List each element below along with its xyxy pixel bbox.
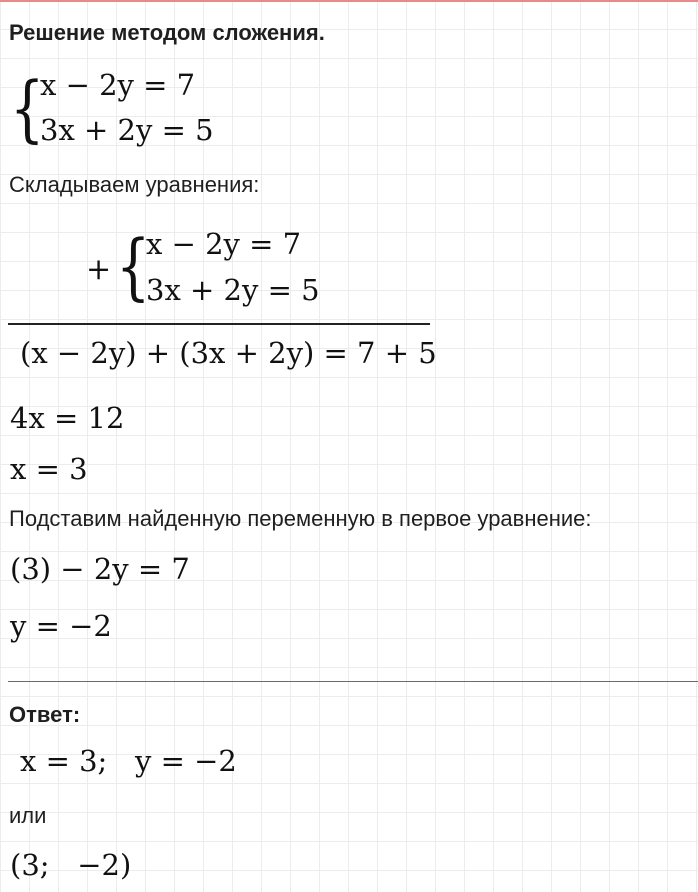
answer-separator xyxy=(8,681,698,682)
addition-sum: (x − 2y) + (3x + 2y) = 7 + 5 xyxy=(20,336,437,370)
top-accent-line xyxy=(0,0,698,2)
or-label: или xyxy=(9,803,47,828)
answer-line: x = 3; y = −2 xyxy=(20,744,237,778)
result-line-2: x = 3 xyxy=(10,452,88,486)
solution-title: Решение методом сложения. xyxy=(9,20,325,45)
addition-equation-1: x − 2y = 7 xyxy=(146,227,302,261)
answer-label: Ответ: xyxy=(9,702,81,727)
addition-brace: { xyxy=(116,224,151,308)
plus-sign: + xyxy=(86,252,112,287)
system-equation-1: x − 2y = 7 xyxy=(40,68,196,102)
add-equations-label: Складываем уравнения: xyxy=(9,172,260,197)
addition-equation-2: 3x + 2y = 5 xyxy=(146,273,320,307)
substitute-label: Подставим найденную переменную в первое уравнение: xyxy=(9,506,592,531)
answer-pair: (3; −2) xyxy=(10,848,132,882)
substitution-line-1: (3) − 2y = 7 xyxy=(10,552,190,586)
addition-divider xyxy=(8,323,430,325)
system-brace: { xyxy=(10,66,45,150)
system-equation-2: 3x + 2y = 5 xyxy=(40,113,214,147)
result-line-1: 4x = 12 xyxy=(10,401,125,435)
substitution-line-2: y = −2 xyxy=(10,609,112,643)
